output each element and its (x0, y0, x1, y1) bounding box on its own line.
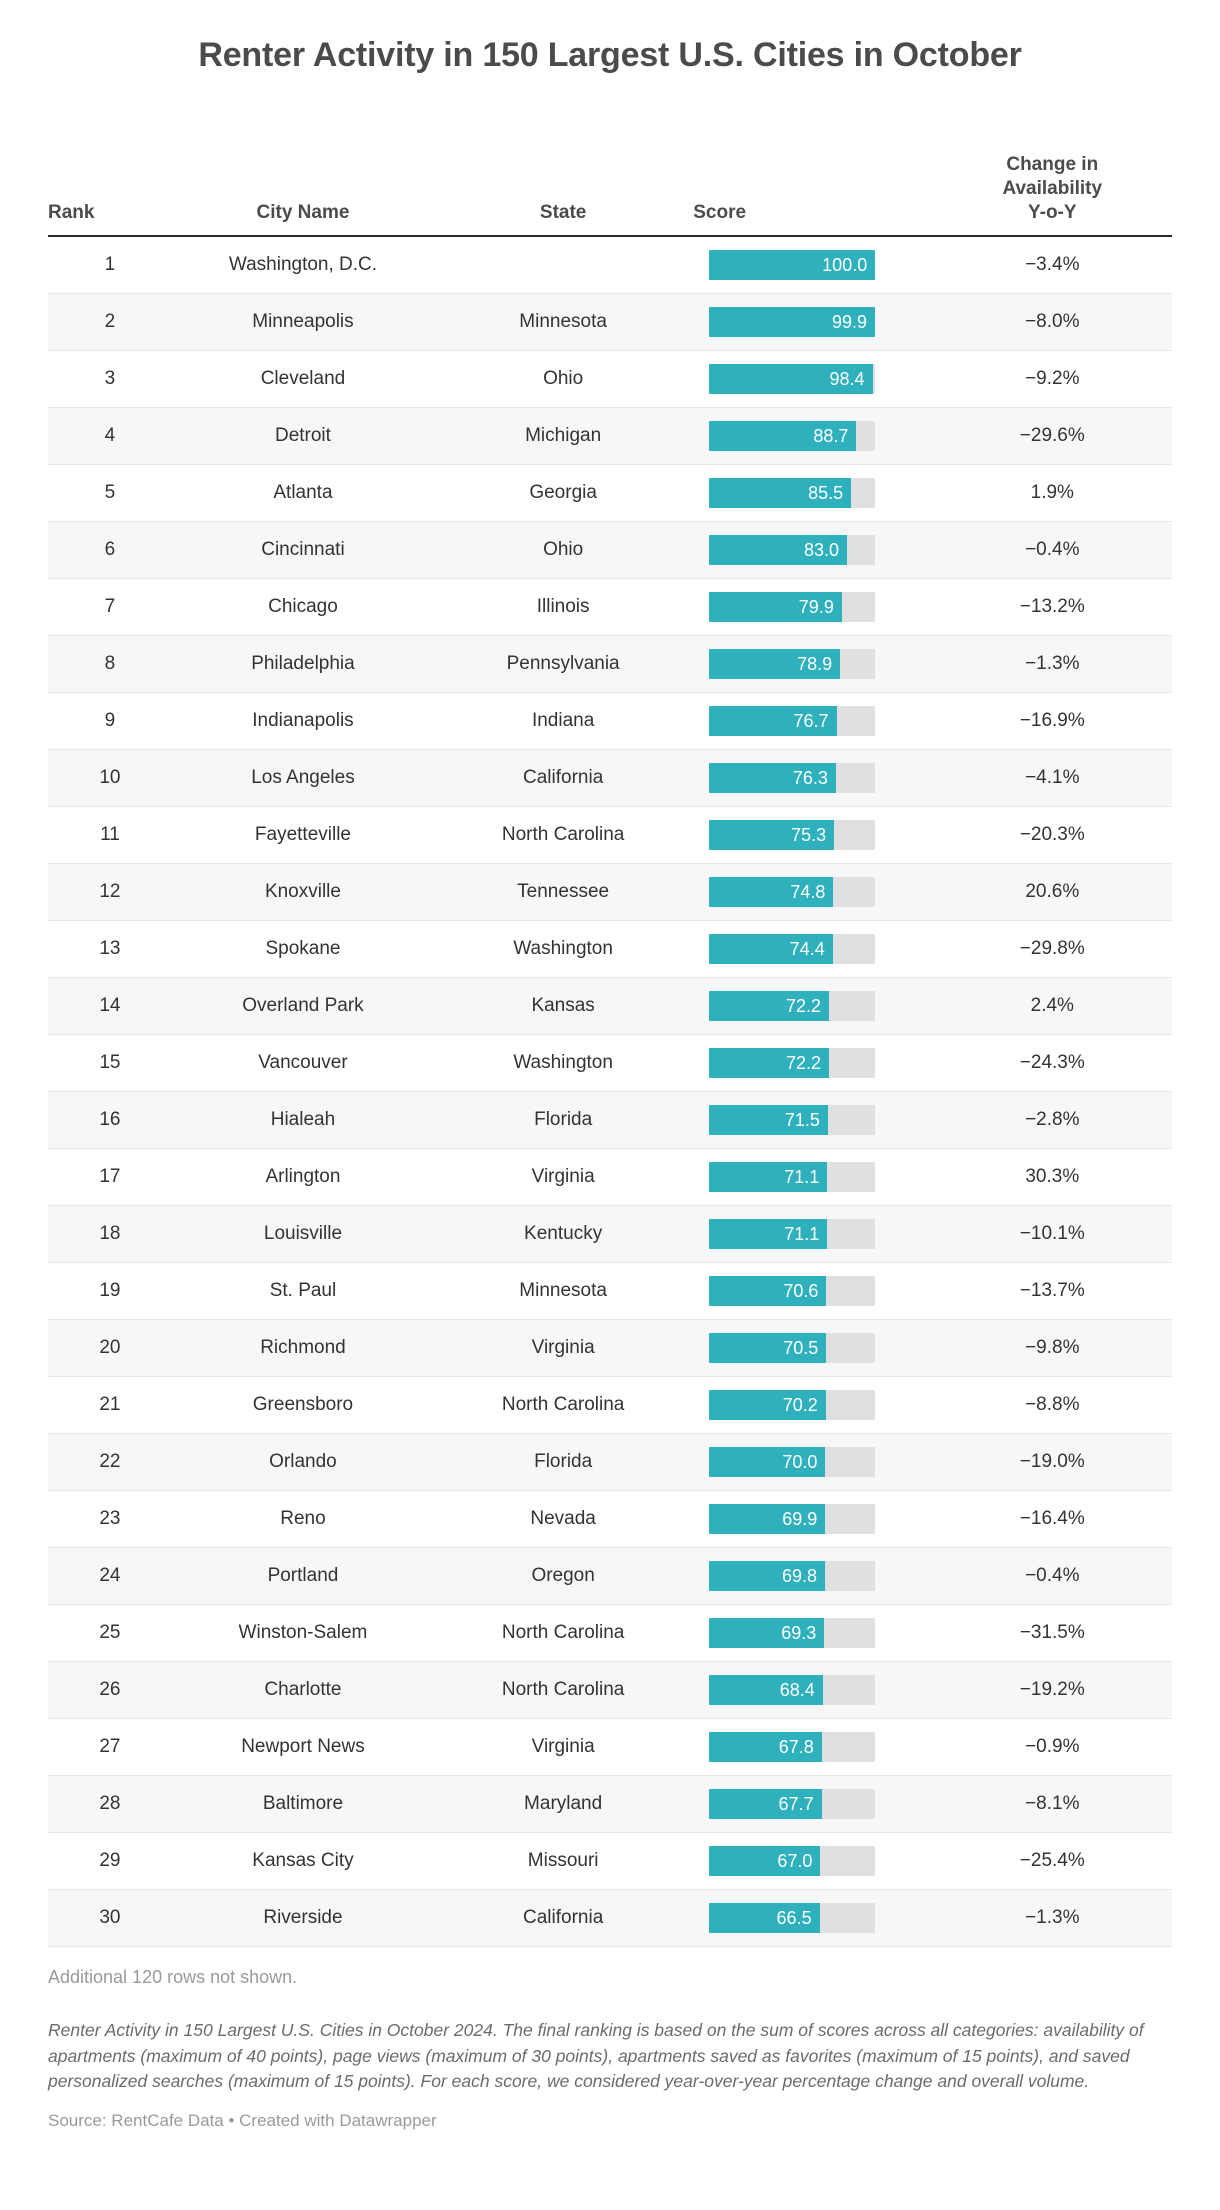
score-bar-label: 70.6 (783, 1281, 819, 1302)
score-bar-track (709, 1561, 875, 1591)
cell-state: Maryland (433, 1776, 693, 1833)
cell-score (693, 1092, 932, 1149)
cell-change-yoy: −3.4% (933, 236, 1172, 294)
cell-change-yoy: −10.1% (933, 1206, 1172, 1263)
ranking-table (48, 153, 1172, 1948)
table-row (48, 1605, 1172, 1662)
table-row (48, 1434, 1172, 1491)
cell-rank: 22 (48, 1434, 173, 1491)
score-bar-label: 100.0 (822, 255, 868, 276)
cell-rank: 26 (48, 1662, 173, 1719)
score-bar-track (709, 763, 875, 793)
cell-state: Washington (433, 921, 693, 978)
table-row (48, 1662, 1172, 1719)
cell-state: Virginia (433, 1719, 693, 1776)
cell-city-name: Hialeah (173, 1092, 433, 1149)
table-row (48, 351, 1172, 408)
cell-rank: 6 (48, 522, 173, 579)
table-row (48, 807, 1172, 864)
score-bar-label: 74.8 (790, 882, 826, 903)
chart-footnote: Renter Activity in 150 Largest U.S. Cities in October 2024. The final ranking is based on the sum of scores across all categories: availability of apartments (maximum of 40 points), page views (maximum of 30 points), apartments saved as favorites (maximum of 15 points), and saved personalized searches (maximum of 15 points). For each score, we considered year-over-year percentage change and overall volume. (48, 2020, 1144, 2092)
chart-page (0, 34, 1220, 2153)
table-row (48, 1320, 1172, 1377)
cell-city-name: Baltimore (173, 1776, 433, 1833)
score-bar-track (709, 649, 875, 679)
score-bar-track (709, 1105, 875, 1135)
cell-score (693, 1776, 932, 1833)
cell-score (693, 522, 932, 579)
score-bar-label: 88.7 (813, 426, 849, 447)
cell-city-name: Spokane (173, 921, 433, 978)
cell-rank: 13 (48, 921, 173, 978)
cell-rank: 12 (48, 864, 173, 921)
table-row (48, 750, 1172, 807)
chart-source: Source: RentCafe Data • Created with Datawrapper (48, 2110, 437, 2130)
column-header-change-line3: Y-o-Y (1028, 202, 1077, 224)
cell-change-yoy: −16.9% (933, 693, 1172, 750)
column-header-change-line2: Availability (1002, 177, 1103, 199)
score-bar-track (709, 535, 875, 565)
cell-rank: 2 (48, 294, 173, 351)
cell-rank: 5 (48, 465, 173, 522)
cell-city-name: Vancouver (173, 1035, 433, 1092)
table-row (48, 921, 1172, 978)
cell-rank: 16 (48, 1092, 173, 1149)
cell-rank: 29 (48, 1833, 173, 1890)
cell-city-name: Minneapolis (173, 294, 433, 351)
cell-change-yoy: −29.6% (933, 408, 1172, 465)
score-bar-label: 78.9 (797, 654, 833, 675)
score-bar-label: 67.0 (777, 1851, 813, 1872)
cell-score (693, 1377, 932, 1434)
cell-rank: 11 (48, 807, 173, 864)
cell-state: Kentucky (433, 1206, 693, 1263)
score-bar-label: 71.1 (784, 1224, 820, 1245)
score-bar-track (709, 421, 875, 451)
cell-state: Pennsylvania (433, 636, 693, 693)
score-bar-label: 67.7 (778, 1794, 814, 1815)
table-row (48, 236, 1172, 294)
cell-state: Nevada (433, 1491, 693, 1548)
score-bar-track (709, 1732, 875, 1762)
cell-city-name: Overland Park (173, 978, 433, 1035)
cell-city-name: Indianapolis (173, 693, 433, 750)
table-row (48, 978, 1172, 1035)
cell-score (693, 807, 932, 864)
cell-score (693, 750, 932, 807)
cell-change-yoy: 20.6% (933, 864, 1172, 921)
cell-city-name: Atlanta (173, 465, 433, 522)
cell-state: California (433, 750, 693, 807)
score-bar-label: 70.2 (782, 1395, 818, 1416)
cell-rank: 14 (48, 978, 173, 1035)
cell-city-name: Reno (173, 1491, 433, 1548)
cell-city-name: Philadelphia (173, 636, 433, 693)
score-bar-track (709, 1333, 875, 1363)
cell-score (693, 1548, 932, 1605)
column-header-state: State (433, 153, 693, 237)
cell-change-yoy: −13.7% (933, 1263, 1172, 1320)
score-bar-label: 74.4 (789, 939, 825, 960)
cell-change-yoy: −9.2% (933, 351, 1172, 408)
score-bar-track (709, 1162, 875, 1192)
cell-score (693, 978, 932, 1035)
score-bar-track (709, 1048, 875, 1078)
cell-score (693, 864, 932, 921)
cell-score (693, 1263, 932, 1320)
cell-change-yoy: −0.4% (933, 1548, 1172, 1605)
score-bar-track (709, 1390, 875, 1420)
table-row (48, 1833, 1172, 1890)
cell-change-yoy: −9.8% (933, 1320, 1172, 1377)
score-bar-track (709, 877, 875, 907)
column-header-score: Score (693, 153, 932, 237)
score-bar-track (709, 364, 875, 394)
table-row (48, 1035, 1172, 1092)
table-row (48, 294, 1172, 351)
cell-score (693, 1320, 932, 1377)
column-header-change-line1: Change in (1006, 153, 1099, 175)
cell-city-name: Louisville (173, 1206, 433, 1263)
cell-city-name: Orlando (173, 1434, 433, 1491)
cell-state: Minnesota (433, 294, 693, 351)
cell-change-yoy: 2.4% (933, 978, 1172, 1035)
table-row (48, 465, 1172, 522)
cell-city-name: Newport News (173, 1719, 433, 1776)
score-bar-label: 98.4 (829, 369, 865, 390)
cell-state: Ohio (433, 522, 693, 579)
cell-change-yoy: −0.4% (933, 522, 1172, 579)
cell-score (693, 636, 932, 693)
cell-state: Kansas (433, 978, 693, 1035)
table-row (48, 1776, 1172, 1833)
score-bar-label: 67.8 (778, 1737, 814, 1758)
cell-rank: 21 (48, 1377, 173, 1434)
cell-rank: 7 (48, 579, 173, 636)
cell-state: Illinois (433, 579, 693, 636)
table-body (48, 236, 1172, 1947)
cell-score (693, 408, 932, 465)
cell-city-name: Richmond (173, 1320, 433, 1377)
cell-city-name: Chicago (173, 579, 433, 636)
score-bar-label: 75.3 (791, 825, 827, 846)
score-bar-track (709, 820, 875, 850)
cell-rank: 23 (48, 1491, 173, 1548)
score-bar-label: 70.5 (783, 1338, 819, 1359)
cell-state (433, 236, 693, 294)
cell-change-yoy: 1.9% (933, 465, 1172, 522)
cell-city-name: Kansas City (173, 1833, 433, 1890)
cell-score (693, 1434, 932, 1491)
score-bar-label: 69.9 (782, 1509, 818, 1530)
cell-score (693, 1035, 932, 1092)
cell-change-yoy: −29.8% (933, 921, 1172, 978)
cell-state: North Carolina (433, 807, 693, 864)
cell-change-yoy: −19.0% (933, 1434, 1172, 1491)
score-bar-label: 99.9 (832, 312, 868, 333)
score-bar-label: 71.1 (784, 1167, 820, 1188)
page-title: Renter Activity in 150 Largest U.S. Cities in October (198, 36, 1022, 74)
table-row (48, 1149, 1172, 1206)
table-row (48, 1890, 1172, 1947)
score-bar-track (709, 1903, 875, 1933)
cell-state: Missouri (433, 1833, 693, 1890)
score-bar-label: 69.8 (782, 1566, 818, 1587)
score-bar-label: 76.7 (793, 711, 829, 732)
cell-rank: 28 (48, 1776, 173, 1833)
cell-state: North Carolina (433, 1377, 693, 1434)
column-header-city: City Name (173, 153, 433, 237)
score-bar-track (709, 991, 875, 1021)
cell-city-name: Cleveland (173, 351, 433, 408)
cell-rank: 3 (48, 351, 173, 408)
rows-omitted-note: Additional 120 rows not shown. (48, 1967, 298, 1988)
score-bar-track (709, 1675, 875, 1705)
cell-city-name: Detroit (173, 408, 433, 465)
score-bar-label: 79.9 (798, 597, 834, 618)
score-bar-track (709, 1504, 875, 1534)
cell-state: Florida (433, 1434, 693, 1491)
table-row (48, 408, 1172, 465)
cell-score (693, 1662, 932, 1719)
cell-score (693, 236, 932, 294)
cell-rank: 4 (48, 408, 173, 465)
table-row (48, 1719, 1172, 1776)
cell-score (693, 921, 932, 978)
score-bar-label: 68.4 (779, 1680, 815, 1701)
cell-change-yoy: −31.5% (933, 1605, 1172, 1662)
column-header-rank: Rank (48, 153, 173, 237)
cell-score (693, 351, 932, 408)
table-row (48, 1206, 1172, 1263)
cell-state: North Carolina (433, 1662, 693, 1719)
cell-score (693, 465, 932, 522)
cell-city-name: Washington, D.C. (173, 236, 433, 294)
table-row (48, 522, 1172, 579)
score-bar-label: 72.2 (786, 996, 822, 1017)
cell-change-yoy: −20.3% (933, 807, 1172, 864)
cell-score (693, 294, 932, 351)
cell-rank: 18 (48, 1206, 173, 1263)
cell-score (693, 1491, 932, 1548)
score-bar-label: 72.2 (786, 1053, 822, 1074)
score-bar-track (709, 592, 875, 622)
cell-change-yoy: −4.1% (933, 750, 1172, 807)
score-bar-label: 85.5 (808, 483, 844, 504)
score-bar-label: 76.3 (792, 768, 828, 789)
score-bar-label: 83.0 (803, 540, 839, 561)
cell-city-name: Winston-Salem (173, 1605, 433, 1662)
table-row (48, 1548, 1172, 1605)
score-bar-track (709, 1219, 875, 1249)
cell-state: Michigan (433, 408, 693, 465)
cell-rank: 1 (48, 236, 173, 294)
cell-city-name: Charlotte (173, 1662, 433, 1719)
cell-change-yoy: −25.4% (933, 1833, 1172, 1890)
cell-change-yoy: −24.3% (933, 1035, 1172, 1092)
cell-state: Georgia (433, 465, 693, 522)
cell-city-name: Los Angeles (173, 750, 433, 807)
table-row (48, 1092, 1172, 1149)
cell-state: Washington (433, 1035, 693, 1092)
table-row (48, 1263, 1172, 1320)
score-bar-track (709, 1618, 875, 1648)
cell-rank: 10 (48, 750, 173, 807)
cell-state: Virginia (433, 1149, 693, 1206)
table-row (48, 693, 1172, 750)
cell-score (693, 579, 932, 636)
score-bar-track (709, 250, 875, 280)
table-row (48, 1491, 1172, 1548)
cell-change-yoy: −13.2% (933, 579, 1172, 636)
score-bar-track (709, 1789, 875, 1819)
cell-state: Florida (433, 1092, 693, 1149)
score-bar-track (709, 1276, 875, 1306)
ranking-table-container (48, 153, 1172, 1948)
score-bar-track (709, 307, 875, 337)
score-bar-track (709, 1846, 875, 1876)
cell-city-name: Fayetteville (173, 807, 433, 864)
cell-change-yoy: −1.3% (933, 636, 1172, 693)
cell-city-name: Riverside (173, 1890, 433, 1947)
cell-rank: 9 (48, 693, 173, 750)
cell-change-yoy: −0.9% (933, 1719, 1172, 1776)
score-bar-label: 71.5 (784, 1110, 820, 1131)
cell-score (693, 693, 932, 750)
score-bar-track (709, 934, 875, 964)
cell-change-yoy: −8.8% (933, 1377, 1172, 1434)
cell-city-name: Knoxville (173, 864, 433, 921)
cell-state: Tennessee (433, 864, 693, 921)
cell-change-yoy: −8.1% (933, 1776, 1172, 1833)
cell-city-name: Arlington (173, 1149, 433, 1206)
cell-rank: 15 (48, 1035, 173, 1092)
table-header (48, 153, 1172, 237)
cell-rank: 17 (48, 1149, 173, 1206)
score-bar-label: 66.5 (776, 1908, 812, 1929)
cell-state: Minnesota (433, 1263, 693, 1320)
cell-rank: 20 (48, 1320, 173, 1377)
cell-state: Ohio (433, 351, 693, 408)
score-bar-track (709, 1447, 875, 1477)
cell-change-yoy: −1.3% (933, 1890, 1172, 1947)
table-row (48, 636, 1172, 693)
cell-change-yoy: −19.2% (933, 1662, 1172, 1719)
table-row (48, 1377, 1172, 1434)
cell-rank: 8 (48, 636, 173, 693)
column-header-change (933, 153, 1172, 237)
cell-state: North Carolina (433, 1605, 693, 1662)
cell-change-yoy: −2.8% (933, 1092, 1172, 1149)
cell-state: Oregon (433, 1548, 693, 1605)
cell-city-name: Portland (173, 1548, 433, 1605)
cell-score (693, 1719, 932, 1776)
cell-score (693, 1206, 932, 1263)
score-bar-track (709, 478, 875, 508)
cell-score (693, 1149, 932, 1206)
cell-state: Indiana (433, 693, 693, 750)
cell-change-yoy: −8.0% (933, 294, 1172, 351)
cell-city-name: Cincinnati (173, 522, 433, 579)
table-row (48, 864, 1172, 921)
score-bar-label: 70.0 (782, 1452, 818, 1473)
cell-change-yoy: −16.4% (933, 1491, 1172, 1548)
cell-state: Virginia (433, 1320, 693, 1377)
cell-change-yoy: 30.3% (933, 1149, 1172, 1206)
cell-rank: 25 (48, 1605, 173, 1662)
score-bar-label: 69.3 (781, 1623, 817, 1644)
cell-city-name: St. Paul (173, 1263, 433, 1320)
cell-rank: 27 (48, 1719, 173, 1776)
cell-score (693, 1605, 932, 1662)
cell-score (693, 1833, 932, 1890)
cell-rank: 30 (48, 1890, 173, 1947)
cell-rank: 24 (48, 1548, 173, 1605)
cell-city-name: Greensboro (173, 1377, 433, 1434)
cell-score (693, 1890, 932, 1947)
cell-state: California (433, 1890, 693, 1947)
cell-rank: 19 (48, 1263, 173, 1320)
table-header-row (48, 153, 1172, 237)
score-bar-track (709, 706, 875, 736)
table-row (48, 579, 1172, 636)
